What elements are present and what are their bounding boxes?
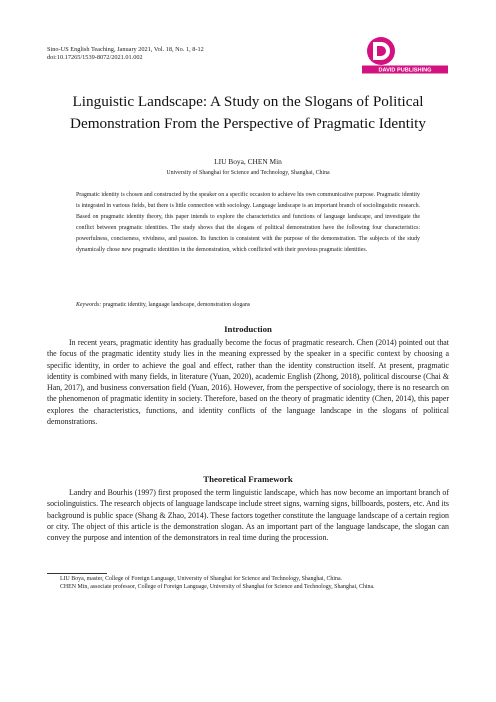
paper-title xyxy=(40,91,456,135)
section-heading-introduction: Introduction xyxy=(224,324,272,334)
keywords-label: Keywords: xyxy=(76,302,102,308)
theoretical-framework-paragraph: Landry and Bourhis (1997) first proposed the term linguistic landscape, which has now become an important branch of sociolinguistics. The research objects of language landscape include street signs, warning signs, billboards, posters, etc. And its background is public space (Shang & Zhao, 2014). These factors together constitute the language landscape of a certain region or city. The object of this article is the demonstration slogan. As an important part of the language landscape, the slogan can convey the purpose and intention of the demonstrators in real time during the procession. xyxy=(47,488,449,542)
logo-text: DAVID PUBLISHING xyxy=(378,67,432,74)
footnote-1: LIU Boya, master, College of Foreign Language, University of Shanghai for Science and Technology, Shanghai, China. xyxy=(60,576,343,582)
paper-authors: LIU Boya, CHEN Min xyxy=(214,157,282,166)
abstract: Pragmatic identity is chosen and constructed by the speaker on a specific occasion to achieve his own communicative purpose. Pragmatic identity is integrated in various fields, but there is little connection with sociology. Language landscape is an important branch of sociolinguistic research. Based on pragmatic identity theory, this paper intends to explore the characteristics and functions of language landscape, and investigate the conflict between pragmatic identities. The study shows that the slogans of political demonstration have the following four characteristics: powerfulness, conciseness, vividness, and passion. Its function is consistent with the purpose of the demonstration. The subjects of the study dynamically chose new pragmatic identities in the demonstration, which conflicted with their previous pragmatic identities. xyxy=(76,192,420,253)
journal-citation: Sino-US English Teaching, January 2021, Vol. 18, No. 1, 8-12 xyxy=(47,46,204,53)
keywords xyxy=(76,302,420,308)
keywords-text: pragmatic identity, language landscape, demonstration slogans xyxy=(101,302,251,308)
footnote-divider xyxy=(47,573,107,574)
section-heading-theoretical-framework: Theoretical Framework xyxy=(203,474,293,484)
david-publishing-logo xyxy=(358,36,450,74)
paper-title-line-1: Linguistic Landscape: A Study on the Slogans of Political xyxy=(72,93,424,110)
journal-doi: doi:10.17265/1539-8072/2021.01.002 xyxy=(47,54,143,61)
paper-title-line-2: Demonstration From the Perspective of Pragmatic Identity xyxy=(70,115,426,132)
journal-header xyxy=(47,46,204,62)
footnote-2: CHEN Min, associate professor, College of Foreign Language, University of Shanghai for Science and Technology, Shanghai, China. xyxy=(60,584,375,590)
introduction-paragraph: In recent years, pragmatic identity has gradually become the focus of pragmatic research. Chen (2014) pointed out that the focus of the pragmatic identity study lies in the meaning expressed by the speaker in a specific context by choosing a specific identity, in order to achieve the goal and effect, rather than the identity construction itself. At present, pragmatic identity is combined with many fields, in literature (Yuan, 2020), academic English (Zhong, 2018), political discourse (Chai & Han, 2017), and business conversation field (Yuan, 2016). However, from the perspective of sociology, there is no research on the phenomenon of pragmatic identity in society. Therefore, based on the theory of pragmatic identity (Chen, 2014), this paper explores the characteristics, functions, and identity conflicts of the language landscape in the slogans of political demonstrations. xyxy=(47,338,449,426)
author-affiliation: University of Shanghai for Science and Technology, Shanghai, China xyxy=(166,170,330,176)
